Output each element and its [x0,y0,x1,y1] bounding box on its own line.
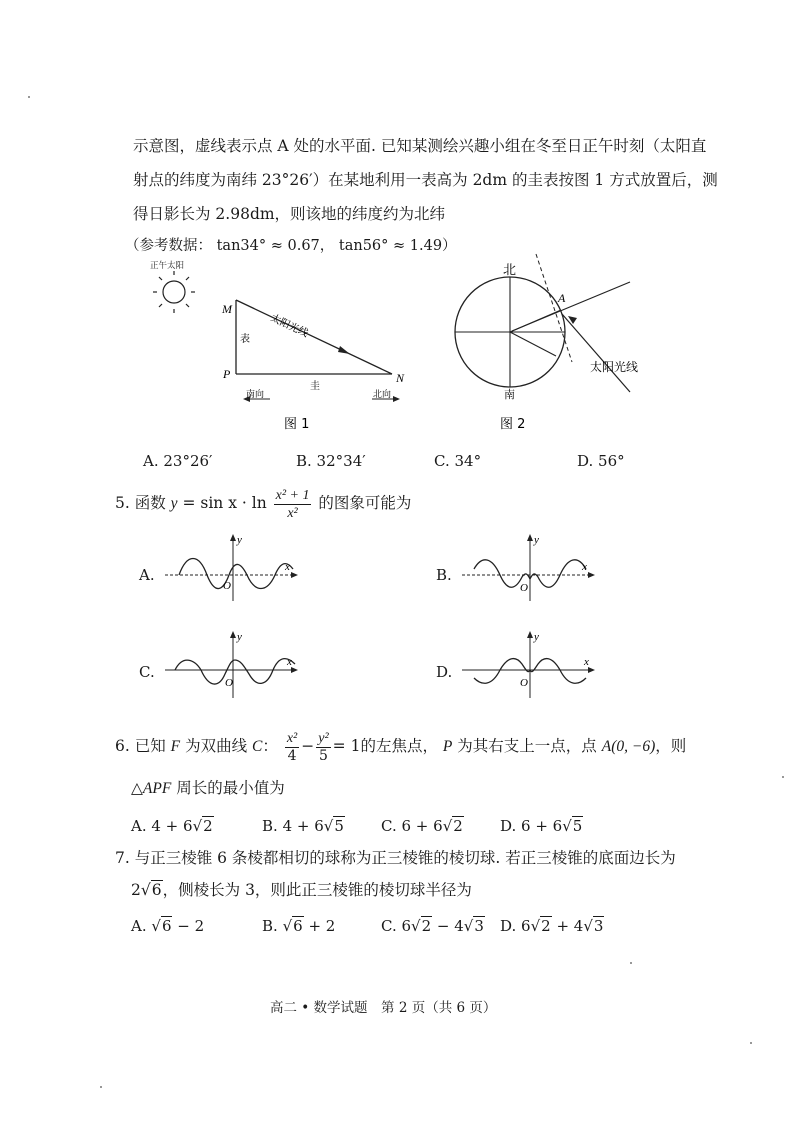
svg-text:O: O [520,582,528,594]
q4-line-1: 示意图，虚线表示点 A 处的水平面. 已知某测绘兴趣小组在冬至日正午时刻（太阳直 [133,137,707,155]
q5-numerator: x² + 1 [275,487,310,503]
q6-fraction-y: $\frac{\text{y²}}{5}$ [318,730,329,764]
page-footer: 高二 • 数学试题 第 2 页（共 6 页） [270,1000,497,1016]
q5-stem [115,478,411,528]
q7-option-c: C. 6√2 − 4√3 [381,917,484,935]
svg-text:x: x [285,561,290,573]
north-arrow-icon [393,396,400,402]
south-pole-label: 南 [504,388,515,401]
q4-option-d: D. 56° [577,452,625,470]
q4-line-2: 射点的纬度为南纬 23°26′）在某地利用一表高为 2dm 的圭表按图 1 方式放置后，测 [133,171,718,189]
q6-option-a: A. 4 + 6√2 [131,817,213,835]
point-A: A [558,291,566,305]
q7-option-d: D. 6√2 + 4√3 [500,917,604,935]
svg-text:x: x [584,656,589,668]
figure-2 [440,252,660,437]
q7-option-b: B. √6 + 2 [262,917,336,935]
figure-2-caption: 图 2 [500,417,526,432]
q7-line-1: 7. 与正三棱锥 6 条棱都相切的球称为正三棱锥的棱切球. 若正三棱锥的底面边长为 [115,849,676,867]
svg-text:x: x [582,561,587,573]
biao-label: 表 [240,334,250,345]
scan-speck [630,962,632,964]
q5-mid: = sin x · ln [177,494,267,512]
curve-c [175,659,295,684]
svg-text:y: y [237,631,242,643]
q6-option-d: D. 6 + 6√5 [500,817,583,835]
south-label: 南向 [246,390,265,400]
svg-text:x: x [287,656,292,668]
q6-fraction-x: $\frac{\text{x²}}{4}$ [286,730,298,764]
scan-speck [28,96,30,98]
q5-fraction [274,487,312,522]
q7-line-2: 2√6，侧棱长为 3，则此正三棱锥的棱切球半径为 [131,881,472,899]
q6-option-b: B. 4 + 6√5 [262,817,344,835]
north-label: 北向 [373,390,392,400]
q5-denominator: x² [287,505,298,521]
q4-option-b: B. 32°34′ [296,452,366,470]
sun-ray-lower [562,314,630,392]
svg-text:O: O [225,677,233,689]
gui-label: 圭 [310,381,320,392]
q5-graph-a [165,533,305,603]
q5-graph-c [165,630,305,700]
scan-speck [100,1086,102,1088]
svg-text:y: y [237,534,242,546]
q5-suffix: 的图象可能为 [318,494,412,512]
north-pole-label: 北 [503,263,517,278]
q5-graph-c-label: C. [139,663,155,681]
sun-ray-line [236,300,392,374]
sun-ray-label: 太阳光线 [268,312,310,340]
scan-speck [750,1042,752,1044]
ray-arrow-icon [338,346,350,354]
svg-text:y: y [534,631,539,643]
figure-1-caption: 图 1 [284,417,310,432]
q5-graph-b-label: B. [436,566,452,584]
svg-text:O: O [223,580,231,592]
q5-graph-d-label: D. [436,663,453,681]
q7-option-a: A. √6 − 2 [131,917,205,935]
curve-a [179,559,293,589]
point-P: P [223,367,231,381]
q5-y: y [170,495,178,512]
q5-prefix: 5. 函数 [115,494,166,512]
figure-1 [140,258,420,438]
q4-reference-data: （参考数据： tan34° ≈ 0.67， tan56° ≈ 1.49） [125,238,457,254]
q6-option-c: C. 6 + 6√2 [381,817,463,835]
scan-speck [782,776,784,778]
point-N: N [396,371,405,385]
q5-graph-b [462,533,602,603]
point-M: M [222,302,232,316]
sun-label: 正午太阳 [150,261,185,271]
sun-ray-label-2: 太阳光线 [590,360,639,374]
q4-option-a: A. 23°26′ [143,452,213,470]
q6-line-2: △APF 周长的最小值为 [131,779,285,797]
q5-graph-d [462,630,602,700]
svg-text:y: y [534,534,539,546]
sun-icon [153,271,195,313]
q4-line-3: 得日影长为 2.98dm，则该地的纬度约为北纬 [133,205,446,223]
radius-line [510,332,556,356]
svg-text:O: O [520,677,528,689]
q6-line-1: 6. 已知 F 为双曲线 C： $\frac{\text{x²}}{4}$ − $\frac{\text{y²}}{5}$ = 1的左焦点， P 为其右支上一点，点 A(0, −6)，则 [115,730,687,764]
q5-graph-a-label: A. [139,566,155,584]
q4-option-c: C. 34° [434,452,482,470]
